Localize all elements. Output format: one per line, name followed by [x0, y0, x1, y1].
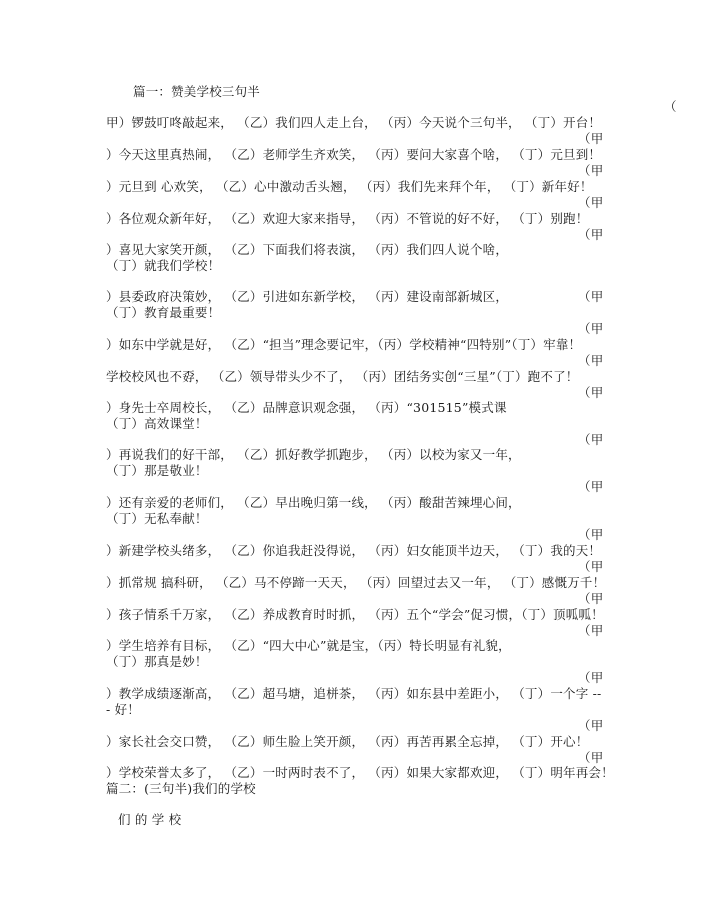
paren-marker: （甲: [578, 432, 604, 447]
text-line: （丁）高效课堂！: [106, 416, 208, 431]
paren-marker: （甲: [578, 670, 604, 685]
paren-marker: （甲: [578, 750, 604, 765]
text-line: ）元旦到 心欢笑， （乙）心中激动舌头翘， （丙）我们先来拜个年， （丁）新年好！: [106, 179, 593, 194]
text-line: ）孩子情系千万家， （乙）养成教育时时抓， （丙）五个“学会”促习惯，（丁）顶呱呱！: [106, 607, 604, 622]
text-line: ）家长社会交口赞， （乙）师生脸上笑开颜， （丙）再苦再累全忘掉， （丁）开心！: [106, 734, 589, 749]
paren-marker: （甲: [578, 718, 604, 733]
section-title-2: 篇二：(三句半)我们的学校: [106, 781, 256, 796]
paren-marker: （甲: [578, 353, 604, 368]
text-line: ）如东中学就是好， （乙）“担当”理念要记牢，（丙）学校精神“四特别”（丁）牢靠！: [106, 337, 582, 352]
paren-marker: （甲: [578, 623, 604, 638]
text-line: ）今天这里真热闹， （乙）老师学生齐欢笑， （丙）要问大家喜个啥， （丁）元旦到！: [106, 147, 602, 162]
text-line: ）教学成绩逐渐高， （乙）超马塘，追栟茶， （丙）如东县中差距小， （丁）一个字 --: [106, 686, 602, 701]
text-line: （丁）那真是妙！: [106, 654, 208, 669]
section-title-1: 篇一：赞美学校三句半: [133, 84, 261, 99]
text-line: ）学校荣誉太多了， （乙）一时两时表不了， （丙）如果大家都欢迎， （丁）明年再会！: [106, 765, 614, 780]
text-line: ）县委政府决策妙， （乙）引进如东新学校， （丙）建设南部新城区，: [106, 289, 509, 304]
text-line: ）喜见大家笑开颜， （乙）下面我们将表演， （丙）我们四人说个啥，: [106, 242, 509, 257]
paren-marker: （甲: [578, 163, 604, 178]
text-line: 甲）锣鼓叮咚敲起来， （乙）我们四人走上台， （丙）今天说个三句半， （丁）开台！: [106, 115, 602, 130]
paren-marker: （甲: [578, 527, 604, 542]
text-line: 们 的 学 校: [118, 812, 182, 827]
text-line: ）新建学校头绪多， （乙）你追我赶没得说， （丙）妇女能顶半边天， （丁）我的天！: [106, 543, 602, 558]
text-line: - 好！: [106, 702, 140, 717]
paren-marker: （甲: [578, 385, 604, 400]
text-line: ）身先士卒周校长， （乙）品牌意识观念强， （丙）“301515”模式课: [106, 400, 507, 415]
paren-marker: （甲: [578, 321, 604, 336]
paren-marker: （甲: [578, 591, 604, 606]
paren-marker: （甲: [578, 289, 604, 304]
text-line: ）抓常规 搞科研， （乙）马不停蹄一天天， （丙）回望过去又一年， （丁）感慨万千！: [106, 575, 606, 590]
text-line: （丁）无私奉献！: [106, 511, 208, 526]
text-line: 学校校风也不孬， （乙）领导带头少不了， （丙）团结务实创“三星”（丁）跑不了！: [106, 369, 579, 384]
paren-marker: （甲: [578, 131, 604, 146]
text-line: ）还有亲爱的老师们， （乙）早出晚归第一线， （丙）酸甜苦辣埋心间，: [106, 495, 521, 510]
paren-marker: （甲: [578, 479, 604, 494]
text-line: ）各位观众新年好， （乙）欢迎大家来指导， （丙）不管说的好不好， （丁）别跑！: [106, 211, 589, 226]
text-line: （丁）那是敬业！: [106, 463, 208, 478]
text-line: （丁）教育最重要！: [106, 305, 221, 320]
paren-marker: （: [664, 99, 677, 114]
text-line: （丁）就我们学校！: [106, 258, 221, 273]
text-line: ）再说我们的好干部， （乙）抓好教学抓跑步， （丙）以校为家又一年，: [106, 447, 521, 462]
paren-marker: （甲: [578, 195, 604, 210]
paren-marker: （甲: [578, 227, 604, 242]
text-line: ）学生培养有目标， （乙）“四大中心”就是宝，（丙）特长明显有礼貌，: [106, 638, 511, 653]
paren-marker: （甲: [578, 559, 604, 574]
